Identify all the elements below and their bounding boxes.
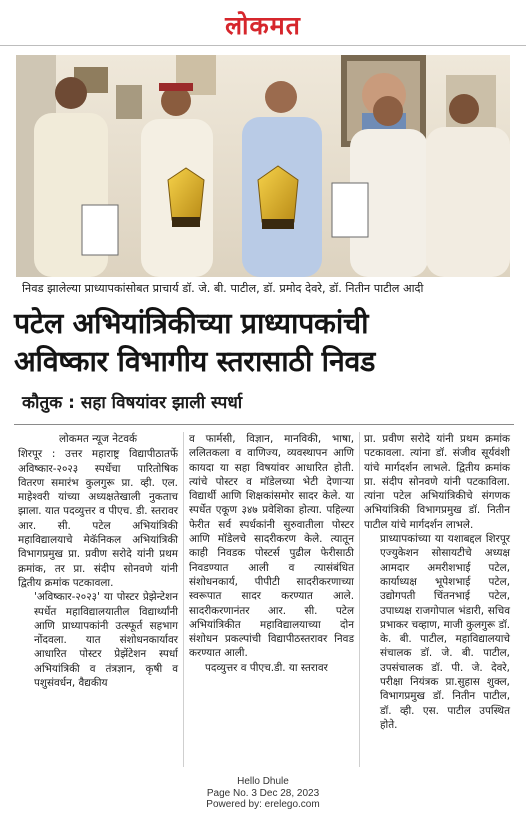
footer-edition: Hello Dhule <box>237 776 289 787</box>
paragraph: 'अविष्कार-२०२३' या पोस्टर प्रेझेन्टेशन स्पर्धेत महाविद्यालयातील विद्यार्थ्यांनी आणि प्राध्यापकांनी उत्स्फूर्त सहभाग नोंदवला. यात संशोधनकार्यावर आधारित पोस्टर प्रेझेंटेशन स्पर्धा अभियांत्रिकी व तंत्रज्ञान, कृषी व पशुसंवर्धन, वैद्यकीय <box>34 591 178 690</box>
page-footer <box>0 776 526 811</box>
newspaper-logo: लोकमत <box>225 11 301 40</box>
column-divider <box>359 432 360 767</box>
article-column-3 <box>364 432 510 732</box>
headline-line-1: पटेल अभियांत्रिकीच्या प्राध्यापकांची <box>14 307 369 340</box>
footer-powered-by[interactable]: Powered by: erelego.com <box>206 799 320 810</box>
article-column-1 <box>18 432 178 690</box>
group-photo-illustration <box>16 55 510 277</box>
photo-caption: निवड झालेल्या प्राध्यापकांसोबत प्राचार्य डॉ. जे. बी. पाटील, डॉ. प्रमोद देवरे, डॉ. नितीन पाटील आदी <box>22 282 424 295</box>
footer-page-date: Page No. 3 Dec 28, 2023 <box>206 787 320 799</box>
paragraph: शिरपूर : उत्तर महाराष्ट्र विद्यापीठातर्फे अविष्कार-२०२३ स्पर्धेचा पारितोषिक वितरण समारंभ कुलगुरू प्रा. व्ही. एल. माहेश्वरी यांच्या अध्यक्षतेखाली नुकताच झाला. यात पदव्युत्तर व पीएच. डी. स्तरावर आर. सी. पटेल अभियांत्रिकी महाविद्यालयाचे मेकॅनिकल अभियांत्रिकी विभागप्रमुख प्रा. प्रवीण सरोदे यांनी प्रथम क्रमांक, तर प्रा. संदीप सोनवणे यांनी द्वितीय क्रमांक पटकावला. <box>18 448 178 589</box>
top-divider <box>0 45 526 46</box>
article-column-2 <box>189 432 354 675</box>
masthead <box>0 8 526 42</box>
news-photo <box>16 55 510 277</box>
byline: लोकमत न्यूज नेटवर्क <box>58 433 138 445</box>
subheadline: कौतुक : सहा विषयांवर झाली स्पर्धा <box>22 393 243 413</box>
paragraph: व फार्मसी, विज्ञान, मानविकी, भाषा, ललितकला व वाणिज्य, व्यवस्थापन आणि कायदा या सहा विषयांवर आधारित होती. त्यांचे पोस्टर व मॉडेलच्या भेटी देणाऱ्या विद्यार्थी आणि शिक्षकांसमोर सादर केले. या स्पर्धेत एकूण ३४७ प्रवेशिका होत्या. पहिल्या फेरीत सर्व स्पर्धकांनी सुरुवातीला पोस्टर आणि मॉडेलचे सादरीकरण केले. त्यातून काही निवडक पोस्टर्स पुढील फेरीसाठी निवडण्यात आली व त्यासंबंधित संशोधनकार्य, पीपीटी सादरीकरणाच्या स्वरूपात सादर करण्यात आले. सादरीकरणानंतर आर. सी. पटेल अभियांत्रिकीत महाविद्यालयाच्या दोन संशोधन प्रकल्पांची विद्यापीठस्तरावर निवड करण्यात आली. <box>189 433 354 660</box>
paragraph: प्राध्यापकांच्या या यशाबद्दल शिरपूर एज्युकेशन सोसायटीचे अध्यक्ष आमदार अमरीशभाई पटेल, कार्याध्यक्ष भूपेशभाई पटेल, उद्योगपती चिंतनभाई पटेल, उपाध्यक्ष राजगोपाल भंडारी, सचिव प्रभाकर चव्हाण, माजी कुलगुरू डॉ. के. बी. पाटील, महाविद्यालयाचे संचालक डॉ. जे. बी. पाटील, उपसंचालक डॉ. पी. जे. देवरे, परीक्षा नियंत्रक प्रा.सुहास शुक्ल, विभागप्रमुख डॉ. नितीन पाटील, डॉ. व्ही. एस. पाटील उपस्थित होते. <box>380 533 510 731</box>
paragraph: प्रा. प्रवीण सरोदे यांनी प्रथम क्रमांक पटकावला. त्यांना डॉ. संजीव सूर्यवंशी यांचे मार्गदर्शन लाभले. द्वितीय क्रमांक प्रा. संदीप सोनवणे यांनी पटकाविला. त्यांना पटेल अभियांत्रिकीचे संगणक अभियांत्रिकी विभागप्रमुख डॉ. नितीन पाटील यांचे मार्गदर्शन लाभले. <box>364 433 510 531</box>
column-divider <box>183 432 184 767</box>
headline <box>14 305 514 381</box>
article-divider <box>14 424 514 425</box>
paragraph: पदव्युत्तर व पीएच.डी. या स्तरावर <box>205 661 328 674</box>
headline-line-2: अविष्कार विभागीय स्तरासाठी निवड <box>14 345 376 378</box>
